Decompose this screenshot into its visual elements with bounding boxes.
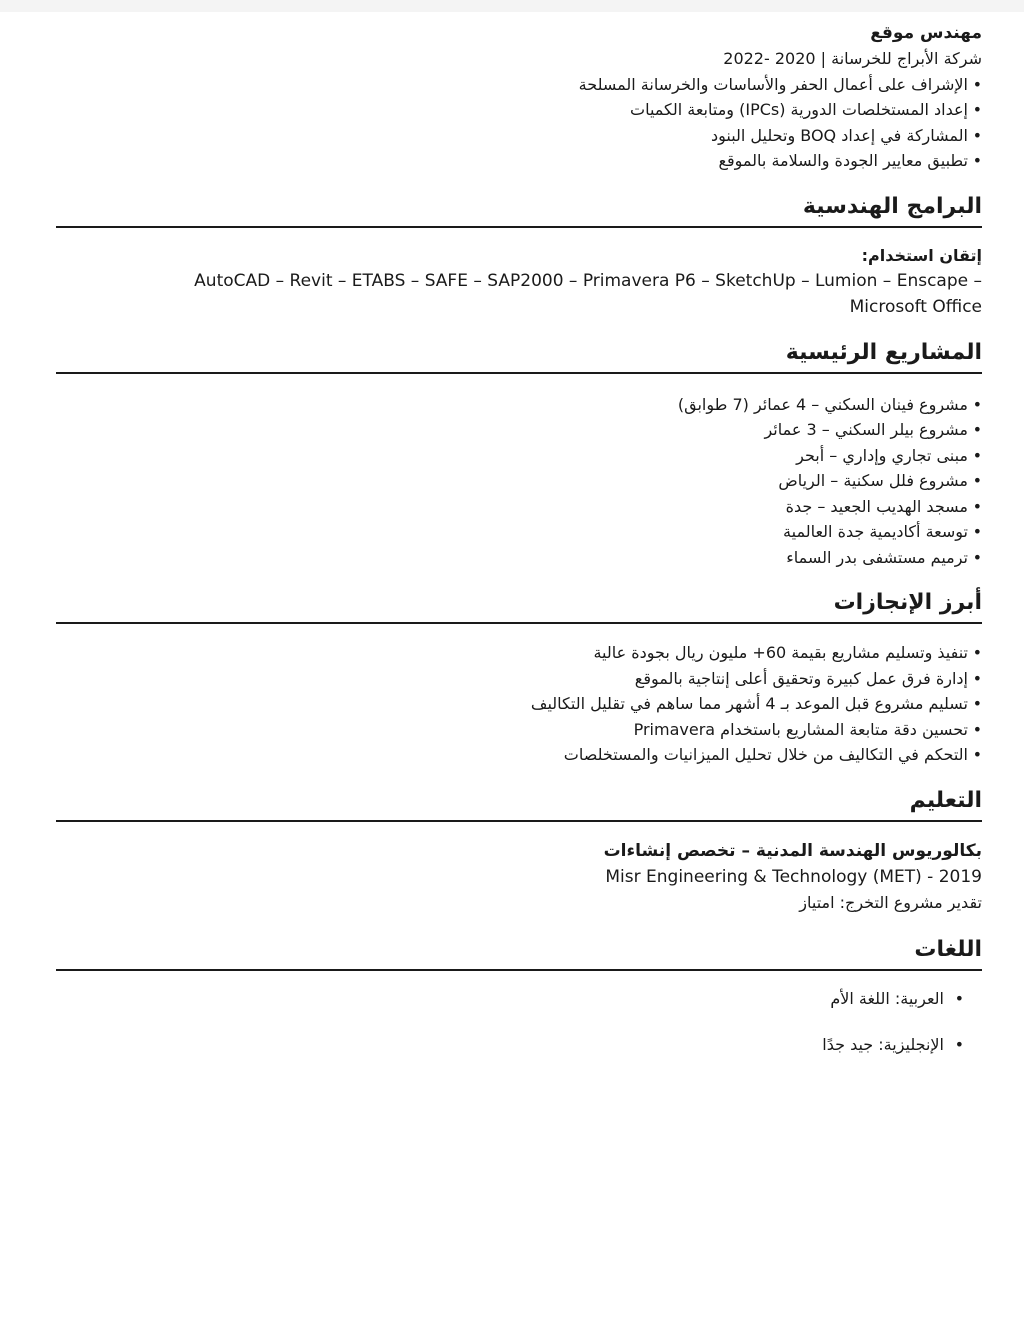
section-title-languages: اللغات [914,937,982,962]
bullet-icon: • [972,151,982,170]
list-item: •إدارة فرق عمل كبيرة وتحقيق أعلى إنتاجية بالموقع [56,666,982,692]
achievements-list [56,640,982,768]
list-item: •مسجد الهديب الجعيد – جدة [56,494,982,520]
list-item: •توسعة أكاديمية جدة العالمية [56,519,982,545]
bullet-icon: • [972,719,982,739]
list-item: •التحكم في التكاليف من خلال تحليل الميزانيات والمستخلصات [56,742,982,768]
achievements-section [56,588,982,768]
software-list-line-1: – AutoCAD – Revit – ETABS – SAFE – SAP2000 – Primavera P6 – SketchUp – Lumion – Enscape [194,270,982,291]
list-item: •مشروع فلل سكنية – الرياض [56,468,982,494]
bullet-icon: • [954,989,964,1008]
list-item: •تسليم مشروع قبل الموعد بـ 4 أشهر مما ساهم في تقليل التكاليف [56,691,982,717]
experience-section [56,20,982,174]
bullet-icon: • [972,643,982,662]
list-item: •الإنجليزية: جيد جدًا [56,1033,982,1057]
list-item: •المشاركة في إعداد BOQ وتحليل البنود [56,123,982,149]
graduation-grade: تقدير مشروع التخرج: امتياز [799,892,982,912]
bullet-icon: • [972,668,982,688]
bullet-icon: • [972,471,982,490]
software-list-line-2: Microsoft Office [849,296,982,317]
experience-bullets [56,72,982,174]
resume-page [56,20,982,1079]
bullet-icon: • [972,745,982,764]
list-item: •العربية: اللغة الأم [56,987,982,1011]
list-item: •الإشراف على أعمال الحفر والأساسات والخرسانة المسلحة [56,72,982,98]
list-item: •مشروع فينان السكني – 4 عمائر (7 طوابق) [56,392,982,418]
software-section [56,192,982,320]
section-title-projects: المشاريع الرئيسية [785,339,982,365]
bullet-icon: • [972,694,982,713]
section-title-achievements: أبرز الإنجازات [833,590,982,615]
languages-section [56,935,982,1057]
bullet-icon: • [972,445,982,465]
list-item: •تطبيق معايير الجودة والسلامة بالموقع [56,148,982,174]
list-item: •تحسين دقة متابعة المشاريع باستخدام Primavera [56,717,982,743]
bullet-icon: • [972,125,982,145]
bullet-icon: • [972,74,982,94]
bullet-icon: • [954,1035,964,1054]
bullet-icon: • [972,394,982,414]
bullet-icon: • [972,496,982,516]
education-section [56,786,982,916]
bullet-icon: • [972,420,982,439]
list-item: •مشروع بيلر السكني – 3 عمائر [56,417,982,443]
institution: Misr Engineering & Technology (MET) - 2019 [605,866,982,887]
list-item: •مبنى تجاري وإداري – أبحر [56,443,982,469]
job-title: مهندس موقع [870,23,982,43]
bullet-icon: • [972,100,982,119]
list-item: •إعداد المستخلصات الدورية (IPCs) ومتابعة الكميات [56,97,982,123]
list-item: •ترميم مستشفى بدر السماء [56,545,982,571]
degree: بكالوريوس الهندسة المدنية – تخصص إنشاءات [603,840,982,861]
languages-list [56,987,982,1057]
list-item: •تنفيذ وتسليم مشاريع بقيمة 60+ مليون ريال بجودة عالية [56,640,982,666]
projects-list [56,392,982,571]
section-title-software: البرامج الهندسية [802,193,982,219]
company-dates: شركة الأبراج للخرسانة | 2020 -2022 [723,49,982,68]
top-bar [0,0,1024,12]
bullet-icon: • [972,547,982,567]
bullet-icon: • [972,522,982,541]
software-subtitle: إتقان استخدام: [861,245,982,265]
projects-section [56,338,982,571]
section-title-education: التعليم [909,787,982,813]
